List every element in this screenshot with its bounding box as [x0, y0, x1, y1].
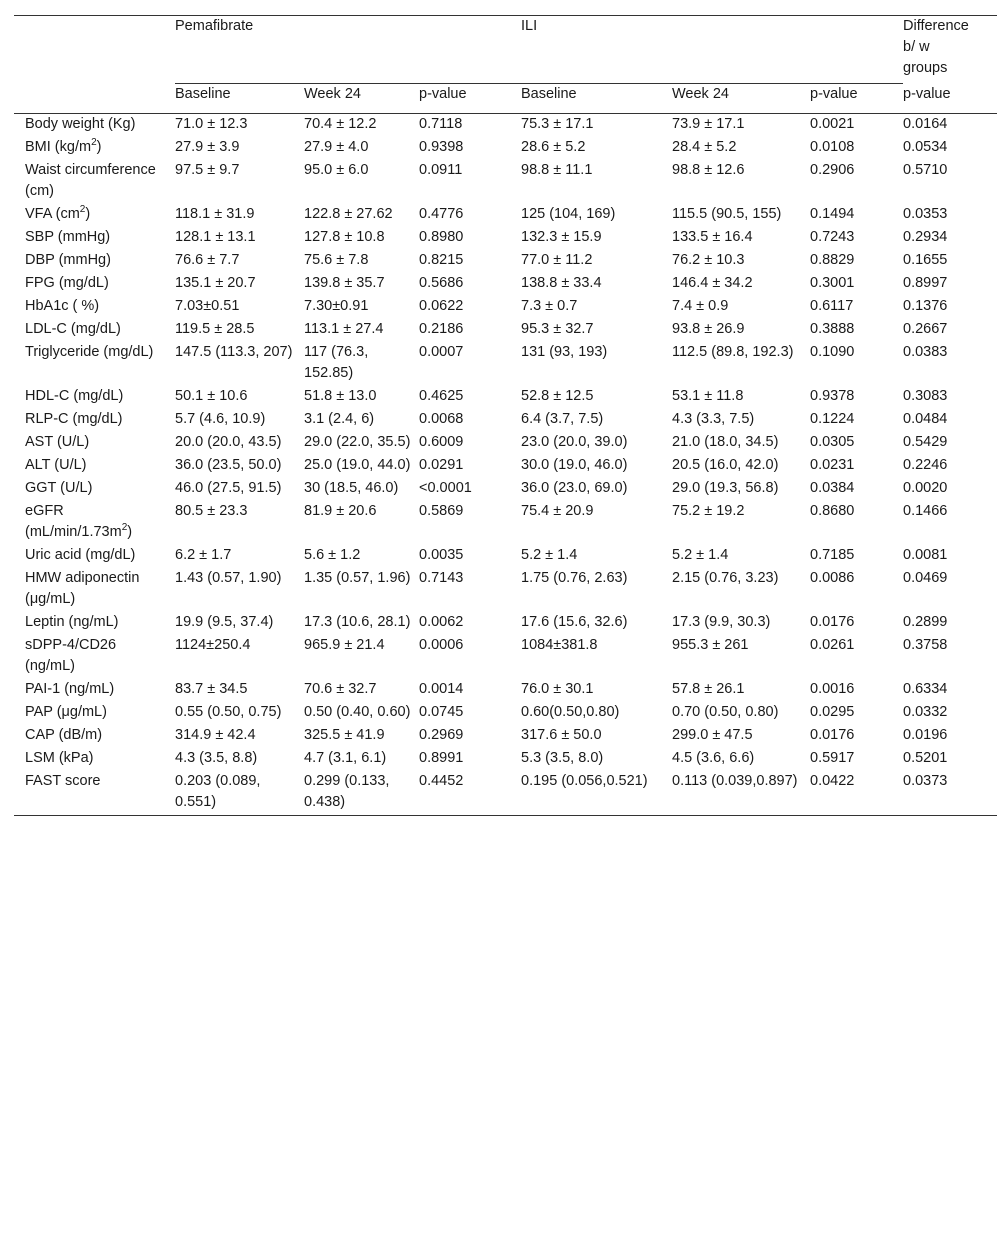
difference-p-value-cell: 0.2899 — [903, 614, 948, 630]
pema-week24-cell: 3.1 (2.4, 6) — [304, 411, 375, 427]
column-header-difference-p-value: p-value — [903, 84, 997, 114]
column-header-row — [14, 84, 997, 114]
table-row — [14, 771, 997, 816]
pema-week24-cell: 5.6 ± 1.2 — [304, 547, 361, 563]
table-row — [14, 545, 997, 568]
ili-week24-cell: 21.0 (18.0, 34.5) — [672, 434, 779, 450]
table-row — [14, 250, 997, 273]
ili-p-value-cell: 0.1494 — [810, 206, 855, 222]
ili-baseline-cell: 132.3 ± 15.9 — [521, 229, 602, 245]
ili-p-value-cell: 0.0021 — [810, 116, 855, 132]
difference-p-value-cell: 0.0353 — [903, 206, 948, 222]
row-label-text: FPG (mg/dL) — [25, 275, 109, 291]
ili-p-value-cell: 0.8680 — [810, 503, 855, 519]
pema-baseline-cell: 135.1 ± 20.7 — [175, 275, 256, 291]
row-label — [14, 748, 175, 771]
row-label — [14, 455, 175, 478]
ili-baseline-cell: 23.0 (20.0, 39.0) — [521, 434, 628, 450]
row-label-text: FAST score — [25, 773, 101, 789]
ili-p-value-cell: 0.0176 — [810, 727, 855, 743]
difference-p-value-cell: 0.1466 — [903, 503, 948, 519]
row-label — [14, 702, 175, 725]
pema-p-value-cell: 0.9398 — [419, 139, 464, 155]
ili-baseline-cell: 98.8 ± 11.1 — [521, 162, 593, 178]
row-label-text: HDL-C (mg/dL) — [25, 388, 124, 404]
pema-p-value-cell: 0.4776 — [419, 206, 464, 222]
ili-p-value-cell: 0.0016 — [810, 681, 855, 697]
ili-p-value-cell: 0.3001 — [810, 275, 855, 291]
pema-baseline-cell: 19.9 (9.5, 37.4) — [175, 614, 274, 630]
difference-p-value-cell: 0.5710 — [903, 162, 948, 178]
ili-p-value-cell: 0.0261 — [810, 637, 855, 653]
difference-p-value-cell: 0.0164 — [903, 116, 948, 132]
row-label — [14, 204, 175, 227]
ili-week24-cell: 17.3 (9.9, 30.3) — [672, 614, 771, 630]
ili-p-value-cell: 0.0295 — [810, 704, 855, 720]
table-row — [14, 137, 997, 160]
pema-baseline-cell: 314.9 ± 42.4 — [175, 727, 256, 743]
pema-week24-cell: 4.7 (3.1, 6.1) — [304, 750, 387, 766]
ili-baseline-cell: 1.75 (0.76, 2.63) — [521, 570, 628, 586]
row-label — [14, 771, 175, 816]
pema-week24-cell: 75.6 ± 7.8 — [304, 252, 369, 268]
difference-line-3: groups — [903, 60, 948, 76]
row-label — [14, 725, 175, 748]
table-row — [14, 455, 997, 478]
pema-baseline-cell: 118.1 ± 31.9 — [175, 206, 255, 222]
ili-baseline-cell: 5.2 ± 1.4 — [521, 547, 578, 563]
difference-p-value-cell: 0.0484 — [903, 411, 948, 427]
pema-p-value-cell: 0.0062 — [419, 614, 464, 630]
pema-week24-cell: 17.3 (10.6, 28.1) — [304, 614, 411, 630]
row-label — [14, 409, 175, 432]
pema-p-value-cell: 0.4625 — [419, 388, 464, 404]
table-row — [14, 748, 997, 771]
difference-p-value-cell: 0.0196 — [903, 727, 948, 743]
pema-baseline-cell: 119.5 ± 28.5 — [175, 321, 255, 337]
pema-week24-cell: 51.8 ± 13.0 — [304, 388, 377, 404]
pema-week24-cell: 325.5 ± 41.9 — [304, 727, 385, 743]
ili-baseline-cell: 1084±381.8 — [521, 637, 598, 653]
ili-baseline-cell: 75.3 ± 17.1 — [521, 116, 594, 132]
row-label — [14, 250, 175, 273]
pema-p-value-cell: 0.0006 — [419, 637, 464, 653]
pema-baseline-cell: 71.0 ± 12.3 — [175, 116, 248, 132]
table-row — [14, 319, 997, 342]
difference-p-value-cell: 0.0373 — [903, 771, 997, 816]
ili-baseline-cell: 28.6 ± 5.2 — [521, 139, 586, 155]
ili-week24-cell: 299.0 ± 47.5 — [672, 727, 753, 743]
difference-p-value-cell: 0.3758 — [903, 637, 948, 653]
pema-p-value-cell: 0.6009 — [419, 434, 464, 450]
pema-p-value-cell: 0.0035 — [419, 547, 464, 563]
column-header-p-value: p-value — [810, 84, 903, 114]
ili-baseline-cell: 138.8 ± 33.4 — [521, 275, 602, 291]
pema-week24-cell: 0.50 (0.40, 0.60) — [304, 704, 411, 720]
row-label — [14, 432, 175, 455]
row-label — [14, 386, 175, 409]
difference-p-value-cell: 0.0081 — [903, 547, 948, 563]
ili-week24-cell: 0.70 (0.50, 0.80) — [672, 704, 779, 720]
ili-week24-cell: 57.8 ± 26.1 — [672, 681, 745, 697]
ili-week24-cell: 955.3 ± 261 — [672, 637, 749, 653]
ili-week24-cell: 76.2 ± 10.3 — [672, 252, 745, 268]
group-header-pemafibrate: Pemafibrate — [175, 16, 521, 84]
ili-week24-cell: 115.5 (90.5, 155) — [672, 206, 782, 222]
row-label-text: PAI-1 (ng/mL) — [25, 681, 115, 697]
pema-baseline-cell: 50.1 ± 10.6 — [175, 388, 248, 404]
pema-baseline-cell: 20.0 (20.0, 43.5) — [175, 434, 282, 450]
ili-p-value-cell: 0.5917 — [810, 750, 855, 766]
column-header-baseline: Baseline — [175, 84, 304, 114]
pema-baseline-cell: 76.6 ± 7.7 — [175, 252, 240, 268]
row-label-text: ALT (U/L) — [25, 457, 87, 473]
row-label-text: Uric acid (mg/dL) — [25, 547, 136, 563]
ili-baseline-cell: 125 (104, 169) — [521, 206, 616, 222]
pema-week24-cell: 70.4 ± 12.2 — [304, 116, 377, 132]
difference-p-value-cell: 0.2667 — [903, 321, 948, 337]
pema-baseline-cell: 128.1 ± 13.1 — [175, 229, 256, 245]
ili-week24-cell: 29.0 (19.3, 56.8) — [672, 480, 779, 496]
difference-p-value-cell: 0.3083 — [903, 388, 948, 404]
row-label — [14, 137, 175, 160]
table-row — [14, 296, 997, 319]
ili-week24-cell: 53.1 ± 11.8 — [672, 388, 744, 404]
row-label — [14, 319, 175, 342]
table-row — [14, 342, 997, 386]
pema-p-value-cell: <0.0001 — [419, 480, 472, 496]
ili-baseline-cell: 7.3 ± 0.7 — [521, 298, 578, 314]
pema-p-value-cell: 0.0007 — [419, 344, 464, 360]
difference-p-value-cell: 0.2246 — [903, 457, 948, 473]
difference-p-value-cell: 0.8997 — [903, 275, 948, 291]
row-label-text: GGT (U/L) — [25, 480, 93, 496]
pema-p-value-cell: 0.7118 — [419, 116, 463, 132]
pema-p-value-cell: 0.5686 — [419, 275, 464, 291]
row-label-superscript: 2 — [121, 522, 128, 534]
pema-baseline-cell: 0.203 (0.089, 0.551) — [175, 771, 304, 816]
pema-baseline-cell: 36.0 (23.5, 50.0) — [175, 457, 282, 473]
pema-week24-cell: 27.9 ± 4.0 — [304, 139, 369, 155]
pema-week24-cell: 127.8 ± 10.8 — [304, 229, 385, 245]
difference-p-value-cell: 0.5201 — [903, 750, 948, 766]
ili-baseline-cell: 77.0 ± 11.2 — [521, 252, 593, 268]
pema-p-value-cell: 0.0622 — [419, 298, 464, 314]
row-label — [14, 501, 175, 545]
table-row — [14, 568, 997, 612]
pema-p-value-cell: 0.0068 — [419, 411, 464, 427]
pema-baseline-cell: 80.5 ± 23.3 — [175, 503, 248, 519]
pema-p-value-cell: 0.0014 — [419, 681, 464, 697]
row-label — [14, 342, 175, 386]
row-label — [14, 114, 175, 138]
ili-p-value-cell: 0.0108 — [810, 139, 855, 155]
row-label — [14, 635, 175, 679]
table-body — [14, 114, 997, 816]
row-label — [14, 612, 175, 635]
row-label-text: SBP (mmHg) — [25, 229, 111, 245]
group-header-row — [14, 16, 997, 84]
ili-week24-cell: 28.4 ± 5.2 — [672, 139, 737, 155]
row-label-text: PAP (μg/mL) — [25, 704, 107, 720]
ili-baseline-cell: 5.3 (3.5, 8.0) — [521, 750, 604, 766]
difference-line-1: Difference — [903, 18, 969, 34]
table-row — [14, 273, 997, 296]
pema-baseline-cell: 4.3 (3.5, 8.8) — [175, 750, 258, 766]
row-label-text: HbA1c ( %) — [25, 298, 100, 314]
ili-week24-cell: 20.5 (16.0, 42.0) — [672, 457, 779, 473]
pema-week24-cell: 1.35 (0.57, 1.96) — [304, 570, 411, 586]
row-label — [14, 296, 175, 319]
pema-baseline-cell: 27.9 ± 3.9 — [175, 139, 240, 155]
row-label-text: BMI (kg/m — [25, 139, 92, 155]
ili-week24-cell: 5.2 ± 1.4 — [672, 547, 729, 563]
ili-p-value-cell: 0.6117 — [810, 298, 854, 314]
pema-week24-cell: 122.8 ± 27.62 — [304, 206, 393, 222]
ili-baseline-cell: 131 (93, 193) — [521, 344, 608, 360]
pema-baseline-cell: 6.2 ± 1.7 — [175, 547, 232, 563]
ili-p-value-cell: 0.3888 — [810, 321, 855, 337]
pema-week24-cell: 139.8 ± 35.7 — [304, 275, 385, 291]
ili-week24-cell: 75.2 ± 19.2 — [672, 503, 745, 519]
ili-week24-cell: 112.5 (89.8, 192.3) — [672, 344, 794, 360]
table-row — [14, 725, 997, 748]
ili-p-value-cell: 0.0384 — [810, 480, 855, 496]
row-label-text: eGFR (mL/min/1.73m — [25, 503, 122, 540]
table-row — [14, 160, 997, 204]
ili-baseline-cell: 52.8 ± 12.5 — [521, 388, 594, 404]
column-header-baseline: Baseline — [521, 84, 672, 114]
ili-p-value-cell: 0.1090 — [810, 344, 855, 360]
pema-p-value-cell: 0.8215 — [419, 252, 464, 268]
ili-week24-cell: 146.4 ± 34.2 — [672, 275, 753, 291]
row-label — [14, 568, 175, 612]
pema-p-value-cell: 0.5869 — [419, 503, 464, 519]
row-label — [14, 160, 175, 204]
difference-p-value-cell: 0.0020 — [903, 480, 948, 496]
pema-week24-cell: 7.30±0.91 — [304, 298, 369, 314]
pema-week24-cell: 70.6 ± 32.7 — [304, 681, 377, 697]
row-label-text: VFA (cm — [25, 206, 80, 222]
table-row — [14, 478, 997, 501]
row-label — [14, 227, 175, 250]
pema-week24-cell: 965.9 ± 21.4 — [304, 637, 385, 653]
pema-baseline-cell: 46.0 (27.5, 91.5) — [175, 480, 282, 496]
row-label-text: DBP (mmHg) — [25, 252, 111, 268]
pema-baseline-cell: 83.7 ± 34.5 — [175, 681, 248, 697]
table-row — [14, 114, 997, 138]
row-label-text: RLP-C (mg/dL) — [25, 411, 123, 427]
ili-week24-cell: 7.4 ± 0.9 — [672, 298, 729, 314]
pema-baseline-cell: 1.43 (0.57, 1.90) — [175, 570, 282, 586]
ili-baseline-cell: 95.3 ± 32.7 — [521, 321, 594, 337]
pema-week24-cell: 95.0 ± 6.0 — [304, 162, 369, 178]
group-header-difference — [903, 16, 997, 84]
table-row — [14, 386, 997, 409]
pema-p-value-cell: 0.0911 — [419, 162, 463, 178]
ili-baseline-cell: 317.6 ± 50.0 — [521, 727, 602, 743]
table-row — [14, 227, 997, 250]
difference-p-value-cell: 0.1655 — [903, 252, 948, 268]
ili-p-value-cell: 0.0305 — [810, 434, 855, 450]
row-label-text: LSM (kPa) — [25, 750, 94, 766]
ili-p-value-cell: 0.0231 — [810, 457, 855, 473]
row-label-text: CAP (dB/m) — [25, 727, 103, 743]
table-row — [14, 501, 997, 545]
pema-week24-cell: 25.0 (19.0, 44.0) — [304, 457, 411, 473]
table-row — [14, 409, 997, 432]
pema-p-value-cell: 0.7143 — [419, 570, 464, 586]
table-row — [14, 432, 997, 455]
pema-week24-cell: 113.1 ± 27.4 — [304, 321, 384, 337]
ili-p-value-cell: 0.2906 — [810, 162, 855, 178]
pema-baseline-cell: 7.03±0.51 — [175, 298, 240, 314]
ili-baseline-cell: 76.0 ± 30.1 — [521, 681, 594, 697]
row-label-suffix: ) — [127, 524, 133, 540]
row-label-text: Triglyceride (mg/dL) — [25, 344, 154, 360]
ili-baseline-cell: 17.6 (15.6, 32.6) — [521, 614, 628, 630]
pema-p-value-cell: 0.4452 — [419, 771, 521, 816]
pema-baseline-cell: 5.7 (4.6, 10.9) — [175, 411, 266, 427]
row-label — [14, 273, 175, 296]
pema-baseline-cell: 147.5 (113.3, 207) — [175, 344, 293, 360]
pema-week24-cell: 30 (18.5, 46.0) — [304, 480, 399, 496]
ili-p-value-cell: 0.0086 — [810, 570, 855, 586]
pema-baseline-cell: 1124±250.4 — [175, 637, 251, 653]
pema-p-value-cell: 0.8980 — [419, 229, 464, 245]
ili-baseline-cell: 30.0 (19.0, 46.0) — [521, 457, 628, 473]
ili-week24-cell: 4.5 (3.6, 6.6) — [672, 750, 755, 766]
row-label-text: Leptin (ng/mL) — [25, 614, 119, 630]
difference-p-value-cell: 0.2934 — [903, 229, 948, 245]
table-row — [14, 612, 997, 635]
ili-p-value-cell: 0.1224 — [810, 411, 855, 427]
row-label-text: sDPP-4/CD26 (ng/mL) — [25, 637, 117, 674]
pema-p-value-cell: 0.8991 — [419, 750, 464, 766]
group-header-ili: ILI — [521, 16, 903, 84]
row-label-text: Body weight (Kg) — [25, 116, 136, 132]
difference-p-value-cell: 0.0332 — [903, 704, 948, 720]
pema-week24-cell: 29.0 (22.0, 35.5) — [304, 434, 411, 450]
ili-baseline-cell: 75.4 ± 20.9 — [521, 503, 594, 519]
pema-p-value-cell: 0.2969 — [419, 727, 464, 743]
ili-p-value-cell: 0.8829 — [810, 252, 855, 268]
row-label-header — [14, 16, 175, 84]
row-label — [14, 679, 175, 702]
difference-p-value-cell: 0.0383 — [903, 344, 948, 360]
row-label-suffix: ) — [96, 139, 102, 155]
column-header-week24: Week 24 — [672, 84, 810, 114]
pema-p-value-cell: 0.0745 — [419, 704, 464, 720]
row-label — [14, 545, 175, 568]
difference-p-value-cell: 0.1376 — [903, 298, 948, 314]
column-header-p-value: p-value — [419, 84, 521, 114]
ili-baseline-cell: 6.4 (3.7, 7.5) — [521, 411, 604, 427]
ili-week24-cell: 0.113 (0.039,0.897) — [672, 771, 810, 816]
difference-p-value-cell: 0.6334 — [903, 681, 948, 697]
ili-week24-cell: 93.8 ± 26.9 — [672, 321, 745, 337]
row-label-superscript: 2 — [79, 204, 86, 216]
pema-baseline-cell: 97.5 ± 9.7 — [175, 162, 240, 178]
row-label-text: Waist circumference (cm) — [25, 162, 156, 199]
row-label-superscript: 2 — [91, 137, 97, 149]
difference-p-value-cell: 0.0469 — [903, 570, 948, 586]
table-row — [14, 204, 997, 227]
pema-baseline-cell: 0.55 (0.50, 0.75) — [175, 704, 282, 720]
ili-week24-cell: 98.8 ± 12.6 — [672, 162, 745, 178]
row-label-suffix: ) — [85, 206, 91, 222]
results-table — [14, 15, 997, 816]
ili-p-value-cell: 0.7185 — [810, 547, 855, 563]
ili-week24-cell: 73.9 ± 17.1 — [672, 116, 745, 132]
ili-baseline-cell: 0.60(0.50,0.80) — [521, 704, 620, 720]
ili-p-value-cell: 0.7243 — [810, 229, 855, 245]
ili-baseline-cell: 36.0 (23.0, 69.0) — [521, 480, 628, 496]
ili-week24-cell: 2.15 (0.76, 3.23) — [672, 570, 779, 586]
pema-p-value-cell: 0.0291 — [419, 457, 464, 473]
table-row — [14, 702, 997, 725]
row-label-text: LDL-C (mg/dL) — [25, 321, 121, 337]
ili-p-value-cell: 0.0422 — [810, 771, 903, 816]
pema-week24-cell: 81.9 ± 20.6 — [304, 503, 377, 519]
ili-week24-cell: 4.3 (3.3, 7.5) — [672, 411, 755, 427]
row-label-text: AST (U/L) — [25, 434, 90, 450]
pema-p-value-cell: 0.2186 — [419, 321, 464, 337]
column-header-week24: Week 24 — [304, 84, 419, 114]
column-header-blank — [14, 84, 175, 114]
difference-p-value-cell: 0.5429 — [903, 434, 948, 450]
ili-baseline-cell: 0.195 (0.056,0.521) — [521, 771, 672, 816]
row-label-text: HMW adiponectin (μg/mL) — [25, 570, 140, 607]
ili-week24-cell: 133.5 ± 16.4 — [672, 229, 753, 245]
ili-p-value-cell: 0.0176 — [810, 614, 855, 630]
difference-p-value-cell: 0.0534 — [903, 139, 948, 155]
ili-p-value-cell: 0.9378 — [810, 388, 855, 404]
table-row — [14, 635, 997, 679]
table-row — [14, 679, 997, 702]
row-label — [14, 478, 175, 501]
difference-line-2: b/ w — [903, 39, 930, 55]
pema-week24-cell: 0.299 (0.133, 0.438) — [304, 771, 419, 816]
pema-week24-cell: 117 (76.3, 152.85) — [304, 344, 369, 381]
